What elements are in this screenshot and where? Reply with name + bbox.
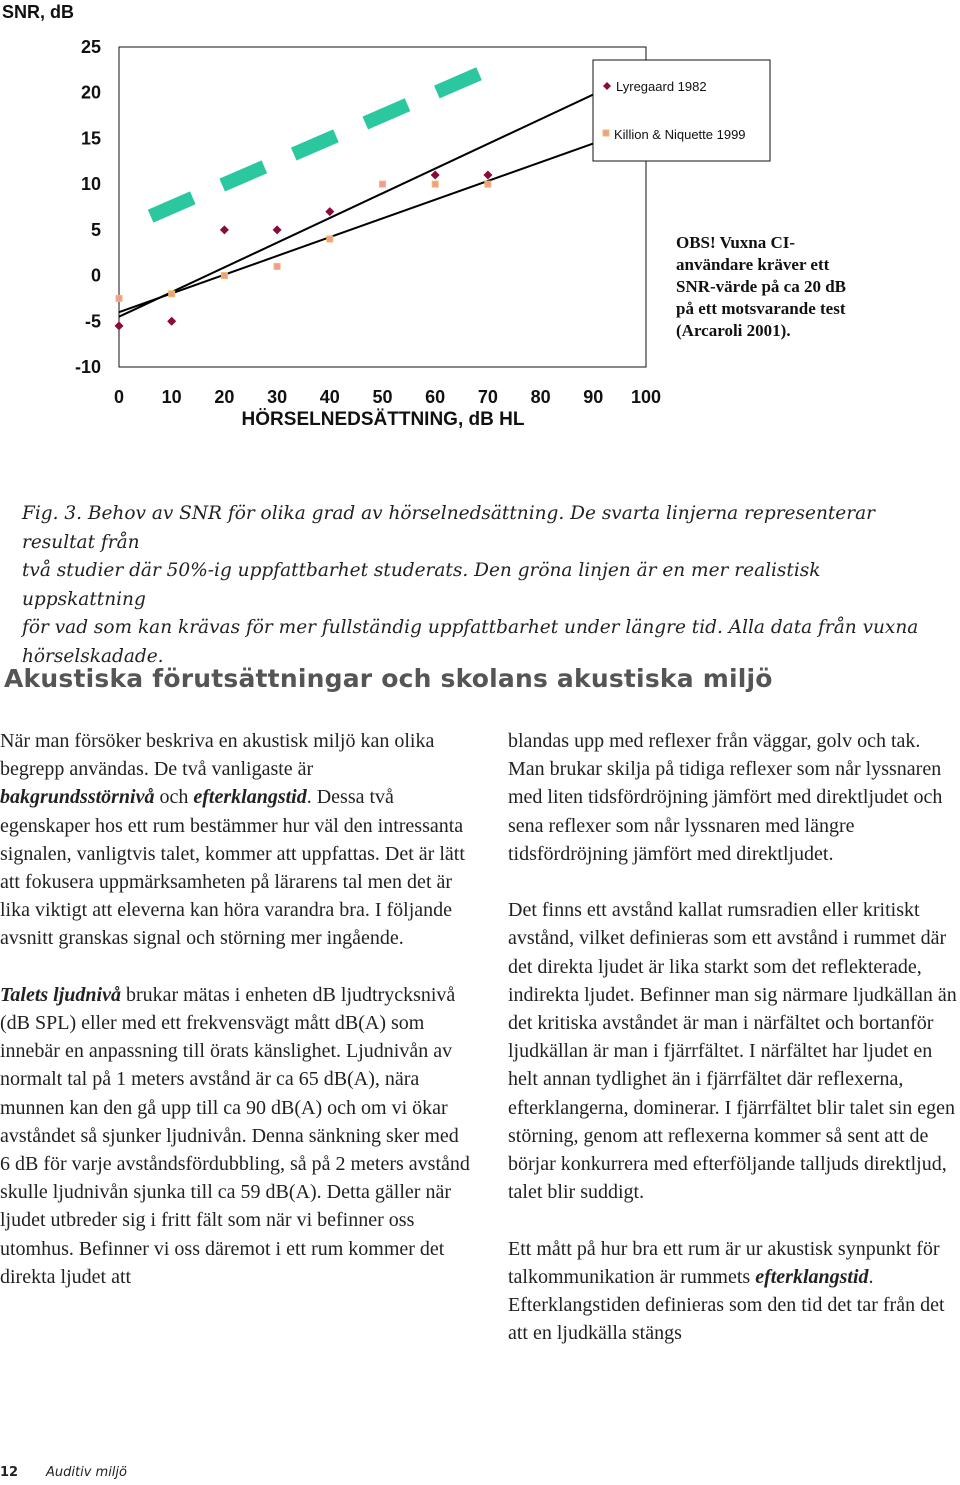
- killion-point: [116, 295, 122, 301]
- x-tick-label: 0: [113, 387, 125, 407]
- term-efterklangstid-2: efterklangstid: [755, 1265, 869, 1288]
- reverb-text-end: . Efterklangstiden definieras som den tid det tar från det att en ljudkälla stängs: [508, 1265, 945, 1345]
- caption-line-1: Fig. 3. Behov av SNR för olika grad av hörselnedsättning. De svarta linjerna representerar resultat från: [22, 503, 875, 553]
- caption-line-3: för vad som kan krävas för mer fullständig uppfattbarhet under längre tid. Alla data från vuxna: [22, 617, 919, 638]
- x-tick-label: 100: [630, 387, 662, 407]
- y-tick-label: 10: [80, 174, 101, 195]
- x-tick-label: 90: [583, 387, 604, 407]
- killion-point: [327, 236, 333, 242]
- x-tick-label: 10: [161, 387, 182, 407]
- y-tick-label: 0: [90, 265, 101, 286]
- x-tick-label: 70: [477, 387, 498, 407]
- y-tick-label: -10: [74, 357, 101, 377]
- legend: [593, 60, 770, 161]
- annotation-line-5: (Arcaroli 2001).: [676, 321, 791, 340]
- legend-label-lyregaard: Lyregaard 1982: [616, 79, 707, 94]
- killion-point: [221, 273, 227, 279]
- paragraph-reflexes: blandas upp med reflexer från väggar, golv och tak. Man brukar skilja på tidiga reflexer som når lyssnaren med liten tidsfördröjning jämfört med direktljudet och sena reflexer som når lyssnaren med längre tidsfördröjning jämfört med direktljudet.: [508, 730, 943, 865]
- paragraph-intro: [0, 727, 470, 953]
- x-tick-label: 40: [319, 387, 340, 407]
- killion-point: [432, 181, 438, 187]
- snr-chart: [0, 0, 960, 440]
- y-tick-label: 15: [80, 128, 101, 149]
- legend-box: [593, 60, 770, 161]
- publication-title: Auditiv miljö: [46, 1465, 127, 1480]
- y-tick-label: 25: [80, 37, 101, 57]
- paragraph-room-radius: Det finns ett avstånd kallat rumsradien eller kritiskt avstånd, vilket definieras som ett avstånd i rummet där det direkta ljudet är lika starkt som det reflekterade, indirekta ljudet. Befinner man sig närmare ljudkällan än det kritiska avståndet är man i närfältet och bortanför ljudkällan är man i fjärrfältet. I närfältet har ljudet en helt annan tydlighet än i fjärrfältet där reflexerna, efterklangerna, dominerar. I fjärrfältet blir talet sin egen störning, genom att reflexerna kommer så sent att de börjar konkurrera med efterföljande talljuds direktljud, talet blir suddigt.: [508, 899, 957, 1204]
- intro-text-start: När man försöker beskriva en akustisk miljö kan olika begrepp användas. De två vanligaste är: [0, 730, 435, 781]
- killion-point: [169, 291, 175, 297]
- x-tick-label: 60: [425, 387, 446, 407]
- y-tick-label: 20: [80, 82, 101, 103]
- killion-point: [380, 181, 386, 187]
- paragraph-speech-level: [0, 981, 470, 1291]
- term-talets-ljudniva: Talets ljudnivå: [0, 983, 121, 1006]
- y-tick-label: -5: [84, 311, 101, 332]
- left-column: [0, 727, 470, 1319]
- x-tick-label: 50: [372, 387, 393, 407]
- x-tick-labels: [114, 387, 661, 407]
- y-tick-labels: [75, 37, 101, 377]
- killion-point: [274, 263, 280, 269]
- x-tick-label: 80: [530, 387, 551, 407]
- x-axis-title: HÖRSELNEDSÄTTNING, dB HL: [241, 409, 525, 430]
- caption-line-4: hörselskadade.: [22, 645, 164, 667]
- figure-caption: [22, 500, 942, 671]
- term-efterklangstid: efterklangstid: [193, 786, 307, 809]
- annotation-line-4: på ett motsvarande test: [676, 299, 846, 318]
- x-tick-label: 20: [214, 387, 235, 407]
- page-number: 12: [0, 1465, 19, 1480]
- legend-square-icon: [603, 130, 609, 136]
- term-bakgrundsstornivå: bakgrundsstörnivå: [0, 786, 155, 809]
- caption-line-2: två studier där 50%-ig uppfattbarhet studerats. Den gröna linjen är en mer realistisk uppskattning: [22, 560, 821, 610]
- x-tick-label: 30: [267, 387, 288, 407]
- reverb-text-start: Ett mått på hur bra ett rum är ur akustisk synpunkt för talkommunikation är rummets: [508, 1237, 940, 1288]
- speech-level-text: brukar mätas i enheten dB ljudtrycksnivå (dB SPL) eller med ett frekvensvägt mått dB(A) som innebär en anpassning till örats känslighet. Ljudnivån av normalt tal på 1 meters avstånd är ca 65 dB(A), nära munnen kan den gå upp till ca 90 dB(A) och om vi ökar avståndet så sjunker ljudnivån. Denna sänkning sker med 6 dB för varje avståndsfördubbling, så på 2 meters avstånd skulle ljudnivån sjunka till ca 59 dB(A). Detta gäller när ljudet utbreder sig i fritt fält som när vi befinner oss utomhus. Befinner vi oss däremot i ett rum kommer det direkta ljudet att: [0, 983, 470, 1288]
- plot-area: [119, 47, 646, 367]
- right-column: [508, 727, 960, 1376]
- y-axis-title: SNR, dB: [2, 2, 74, 22]
- killion-point: [485, 181, 491, 187]
- legend-label-killion: Killion & Niquette 1999: [614, 127, 746, 142]
- obs-annotation: [676, 233, 846, 340]
- intro-text-and: och: [154, 786, 194, 809]
- y-tick-label: 5: [90, 219, 101, 240]
- annotation-line-3: SNR-värde på ca 20 dB: [676, 277, 847, 296]
- paragraph-reverb-time: [508, 1235, 960, 1348]
- section-heading: Akustiska förutsättningar och skolans akustiska miljö: [4, 664, 773, 693]
- annotation-line-1: OBS! Vuxna CI-: [676, 233, 796, 252]
- annotation-line-2: användare kräver ett: [676, 255, 830, 274]
- intro-text-end: . Dessa två egenskaper hos ett rum bestämmer hur väl den intressanta signalen, vanligtvis talet, kommer att uppfattas. Det är lätt att fokusera uppmärksamheten på lärarens tal men det är lika viktigt att eleverna kan höra varandra bra. I följande avsnitt granskas signal och störning mer ingående.: [0, 786, 465, 950]
